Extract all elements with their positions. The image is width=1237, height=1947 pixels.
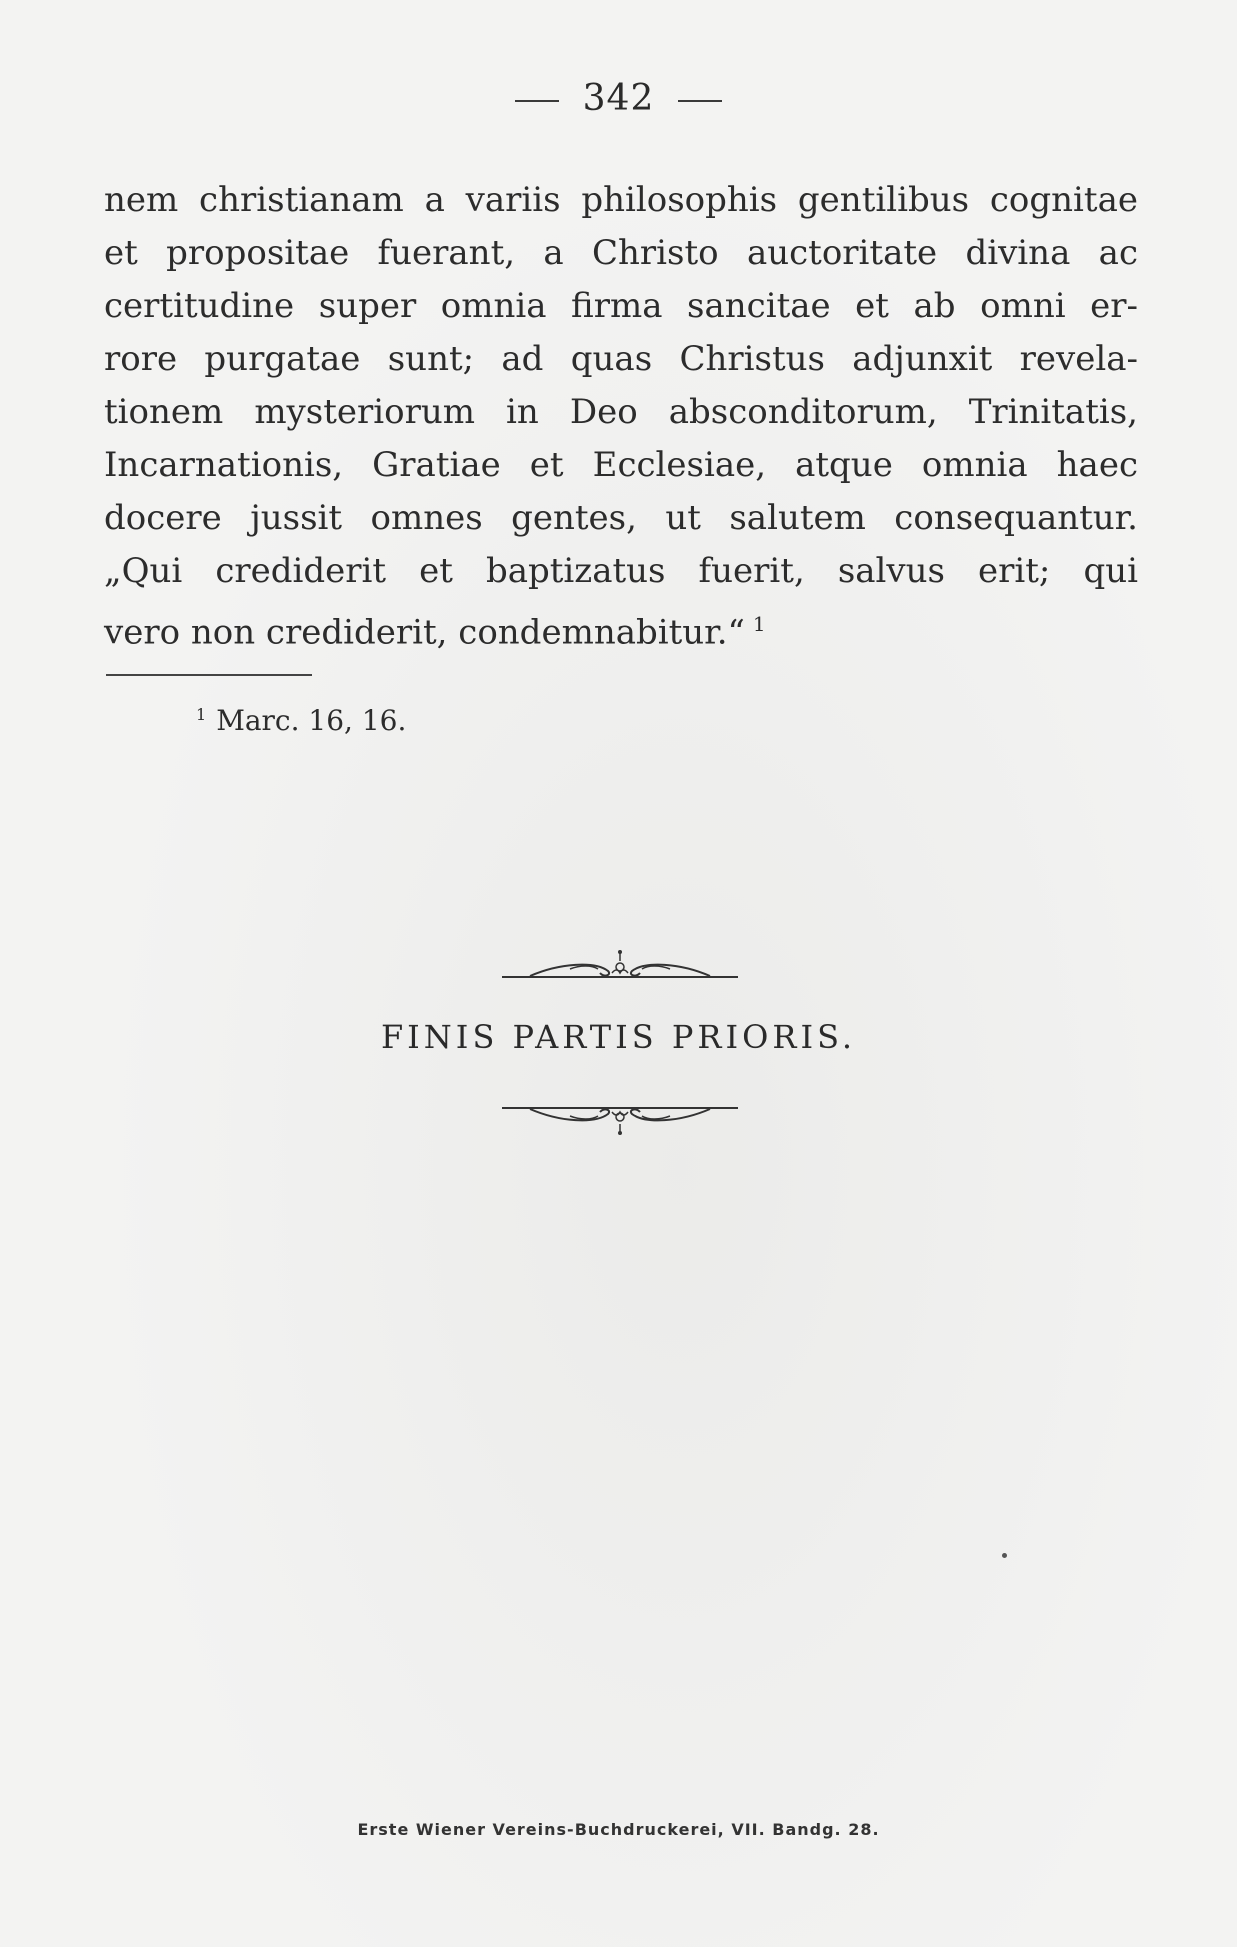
page-number-dash-left [515,100,559,102]
main-text [104,174,1138,651]
footnote-marker: 1 [196,704,207,724]
paper-speck [1002,1553,1007,1558]
text-line: nem christianam a variis philosophis gentilibus cognitae [104,180,1138,220]
text-line: docere jussit omnes gentes, ut salutem consequantur. [104,498,1138,538]
text-line: rore purgatae sunt; ad quas Christus adjunxit revela- [104,339,1138,379]
page-number-dash-right [678,100,722,102]
text-line-last [104,598,1138,651]
footnote-reference: 1 [752,612,766,636]
footnote-text: Marc. 16, 16. [216,704,407,737]
text-line: et propositae fuerant, a Christo auctoritate divina ac [104,233,1138,273]
page-number [0,78,1237,119]
ornament-divider-bottom [500,1100,740,1140]
text-line: vero non crediderit, condemnabitur.“ [104,612,745,653]
printer-colophon: Erste Wiener Vereins-Buchdruckerei, VII. Bandg. 28. [357,1820,880,1839]
closing-title: FINIS PARTIS PRIORIS. [380,1018,857,1056]
ornament-divider-top [500,945,740,985]
text-line: Incarnationis, Gratiae et Ecclesiae, atque omnia haec [104,445,1138,485]
text-line: tionem mysteriorum in Deo absconditorum, Trinitatis, [104,392,1138,432]
text-line: „Qui crediderit et baptizatus fuerit, salvus erit; qui [104,551,1138,591]
page-number-value: 342 [582,78,655,119]
text-line: certitudine super omnia firma sancitae et ab omni er- [104,286,1138,326]
footnote-rule [106,674,312,676]
footnote [196,704,406,737]
